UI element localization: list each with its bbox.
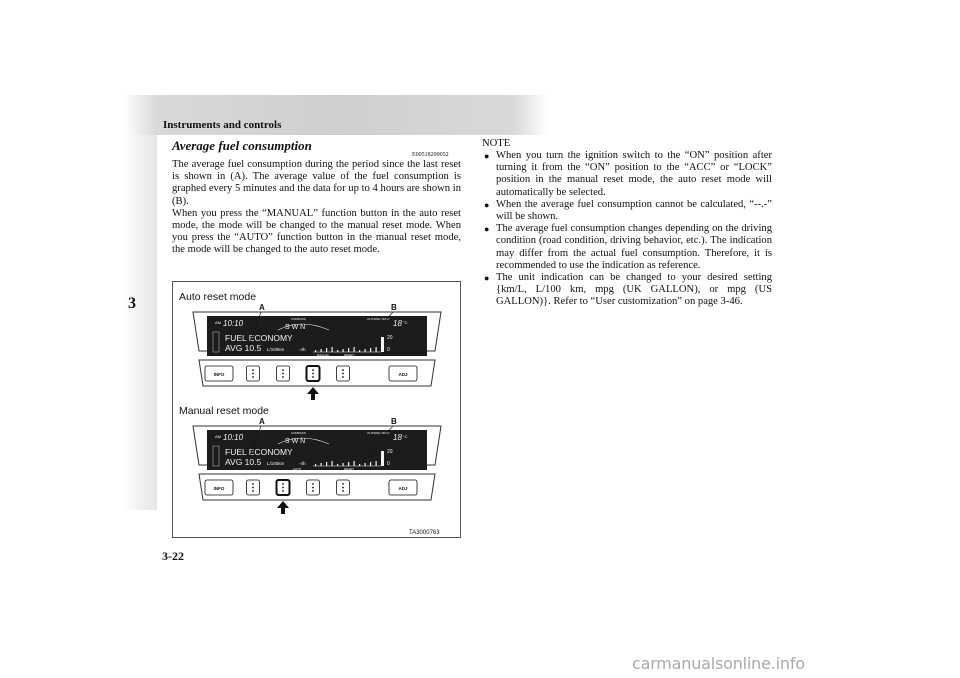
figure-id: TA3000763 xyxy=(409,530,440,536)
mode-label: Auto reset mode xyxy=(179,291,257,303)
mode-label: Manual reset mode xyxy=(179,405,269,417)
graph-bar xyxy=(376,461,377,466)
clock-display: 10:10 xyxy=(223,433,244,442)
band-label: AM xyxy=(215,434,221,439)
graph-max: 20 xyxy=(387,449,393,455)
button-dot xyxy=(282,369,284,371)
outside-temp: 18 xyxy=(393,319,402,328)
panel-button-label: ADJ xyxy=(398,486,408,491)
graph-bar xyxy=(332,461,333,466)
figure-illustration xyxy=(173,282,462,539)
info-line-1: FUEL ECONOMY xyxy=(225,333,293,343)
graph-bar xyxy=(370,348,371,352)
button-dot xyxy=(312,483,314,485)
band-label: AM xyxy=(215,320,221,325)
note-item xyxy=(482,272,772,309)
compass-heading: S W N xyxy=(285,438,306,445)
temp-unit: °C xyxy=(403,320,408,325)
watermark: carmanualsonline.info xyxy=(632,654,805,673)
note-text: The average fuel consumption changes depending on the driving condition (road condition, driving behavior, etc.). The indication may differ from the actual fuel consumption. Therefore, it is recommended to use the indication as reference. xyxy=(496,223,772,271)
temp-label: OUTSIDE TEMP xyxy=(367,317,390,321)
compass-label: COMPASS xyxy=(291,431,306,435)
info-line-2: AVG 10.5 xyxy=(225,343,262,353)
note-text: The unit indication can be changed to your desired setting {km/L, L/100 km, mpg (UK GALLON), or mpg (US GALLON)}. Refer to “User customization” on page 3-46. xyxy=(496,272,772,308)
button-dot xyxy=(252,490,254,492)
note-item xyxy=(482,223,772,272)
panel-button-label: INFO xyxy=(213,372,225,377)
button-dot xyxy=(252,483,254,485)
button-dot xyxy=(312,373,314,375)
button-dot xyxy=(342,490,344,492)
graph-max: 20 xyxy=(387,335,393,341)
display-panel-2 xyxy=(179,405,441,514)
temp-label: OUTSIDE TEMP xyxy=(367,431,390,435)
chapter-number: 3 xyxy=(128,295,136,312)
button-dot xyxy=(282,490,284,492)
button-dot xyxy=(252,373,254,375)
button-dot xyxy=(282,373,284,375)
graph-bar xyxy=(343,349,344,352)
graph-bar xyxy=(365,463,366,466)
callout-b: B xyxy=(391,417,397,426)
button-dot xyxy=(342,376,344,378)
graph-bar xyxy=(348,462,349,466)
compass-label: COMPASS xyxy=(291,317,306,321)
panel-button-label: ADJ xyxy=(398,372,408,377)
outside-temp: 18 xyxy=(393,433,402,442)
function-label: RESET xyxy=(343,467,355,471)
temp-unit: °C xyxy=(403,434,408,439)
figure-display-panels xyxy=(172,281,461,538)
note-item xyxy=(482,199,772,223)
button-dot xyxy=(342,483,344,485)
graph-bar xyxy=(359,464,360,466)
note-text: When you turn the ignition switch to the “ON” position after turning it from the “ON” position to the “ACC” or “LOCK” position in the manual reset mode, the auto reset mode will automatically be selected. xyxy=(496,150,772,198)
note-item xyxy=(482,150,772,199)
callout-a: A xyxy=(259,303,265,312)
graph-bar xyxy=(326,462,327,466)
button-dot xyxy=(312,487,314,489)
button-dot xyxy=(312,376,314,378)
section-code: E00518200052 xyxy=(412,152,449,158)
function-label-box xyxy=(285,353,309,356)
note-list xyxy=(482,150,772,309)
bullet-icon: ● xyxy=(484,273,490,284)
compass-heading: S W N xyxy=(285,324,306,331)
clock-display: 10:10 xyxy=(223,319,244,328)
graph-bar xyxy=(348,348,349,352)
section-title: Average fuel consumption xyxy=(172,138,312,153)
button-dot xyxy=(312,490,314,492)
graph-bar xyxy=(321,349,322,352)
graph-bar xyxy=(343,463,344,466)
panel-button-label: INFO xyxy=(213,486,225,491)
graph-bar xyxy=(365,349,366,352)
button-dot xyxy=(342,373,344,375)
button-dot xyxy=(342,369,344,371)
note-heading: NOTE xyxy=(482,138,511,149)
graph-bar xyxy=(326,348,327,352)
display-panel-1 xyxy=(179,291,441,400)
callout-b: B xyxy=(391,303,397,312)
graph-span-label: -4h xyxy=(299,461,306,466)
graph-bar xyxy=(332,347,333,352)
note-text: When the average fuel consumption cannot be calculated, “--.-” will be shown. xyxy=(496,198,772,223)
bullet-icon: ● xyxy=(484,199,490,210)
function-label: RESET xyxy=(343,353,355,357)
page-number: 3-22 xyxy=(162,549,184,563)
unit-label: L/100km xyxy=(267,461,285,466)
graph-min: 0 xyxy=(387,347,390,353)
bullet-icon: ● xyxy=(484,151,490,161)
button-dot xyxy=(282,376,284,378)
graph-bar xyxy=(376,347,377,352)
button-dot xyxy=(252,369,254,371)
graph-min: 0 xyxy=(387,461,390,467)
press-arrow-icon xyxy=(307,387,319,400)
section-body xyxy=(172,159,461,257)
graph-bar xyxy=(370,462,371,466)
graph-bar xyxy=(354,347,355,352)
graph-bar xyxy=(337,350,338,352)
graph-bar xyxy=(315,464,316,466)
graph-bar xyxy=(354,461,355,466)
button-dot xyxy=(312,369,314,371)
function-label: AUTO xyxy=(292,467,302,471)
bullet-icon: ● xyxy=(484,224,490,235)
info-line-1: FUEL ECONOMY xyxy=(225,447,293,457)
function-label-box xyxy=(311,467,335,470)
unit-label: L/100km xyxy=(267,347,285,352)
running-header: Instruments and controls xyxy=(163,119,282,131)
function-label: MANUAL xyxy=(316,353,330,357)
press-arrow-icon xyxy=(277,501,289,514)
callout-a: A xyxy=(259,417,265,426)
graph-scale xyxy=(381,337,384,352)
graph-span-label: -4h xyxy=(299,347,306,352)
button-dot xyxy=(252,376,254,378)
graph-bar xyxy=(315,350,316,352)
paragraph: The average fuel consumption during the period since the last reset is shown in (A). The average value of the fuel consumption is graphed every 5 minutes and the data for up to 4 hours are shown in (B). xyxy=(172,159,461,207)
paragraph: When you press the “MANUAL” function button in the auto reset mode, the mode will be changed to the manual reset mode. When you press the “AUTO” function button in the manual reset mode, the mode will be changed to the auto reset mode. xyxy=(172,207,461,256)
button-dot xyxy=(282,487,284,489)
graph-bar xyxy=(337,464,338,466)
button-dot xyxy=(252,487,254,489)
button-dot xyxy=(282,483,284,485)
graph-bar xyxy=(321,463,322,466)
info-line-2: AVG 10.5 xyxy=(225,457,262,467)
graph-bar xyxy=(359,350,360,352)
chapter-tab xyxy=(123,135,157,510)
graph-scale xyxy=(381,451,384,466)
button-dot xyxy=(342,487,344,489)
